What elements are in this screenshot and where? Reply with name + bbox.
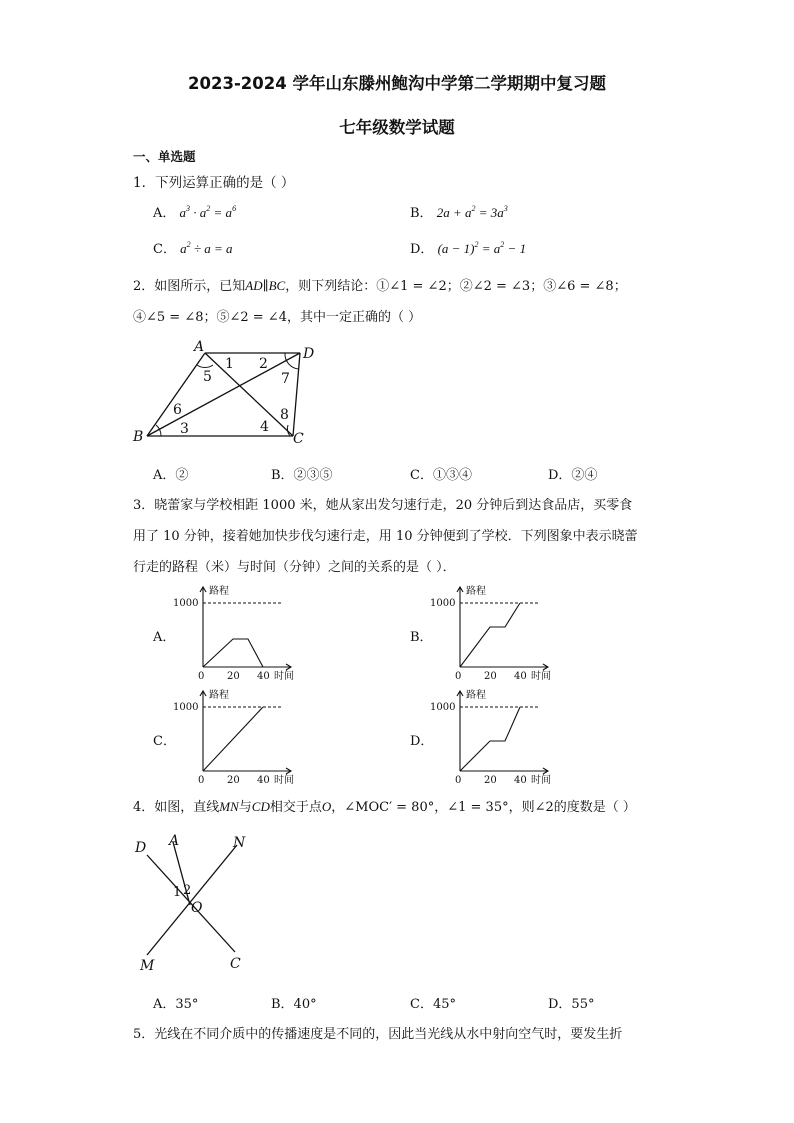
q2-label-A: A [194,339,205,355]
q2-angle-7: 7 [281,371,290,387]
q2-angle-8: 8 [280,407,289,423]
q5-stem-line1: 5．光线在不同介质中的传播速度是不同的，因此当光线从水中射向空气时，要发生折 [133,1027,623,1042]
q2-angle-4: 4 [260,419,269,435]
q1-stem: 1．下列运算正确的是（ ） [133,175,295,191]
q3-graph-a [170,580,310,685]
q3c-ytick: 1000 [173,702,199,713]
q2-option-c: C．①③④ [410,468,472,483]
q4-stem [133,796,636,815]
q3b-x40: 40 [514,671,527,682]
q4-stem-text-b: 与 [238,800,252,815]
q3-stem-line2: 用了 10 分钟，接着她加快步伐匀速行走，用 10 分钟便到了学校．下列图象中表示晓蕾 [133,529,638,544]
section-heading: 一、单选题 [133,149,196,164]
q1-option-c [153,238,233,257]
q2-angle-2: 2 [259,356,268,372]
q3d-xlabel: 时间 [531,775,551,786]
q2-option-d: D．②④ [548,468,598,483]
q2-option-a: A．② [153,468,189,483]
q4-label-C: C [230,956,241,972]
q2-angle-3: 3 [180,421,189,437]
q4-angle-1: 1 [173,885,182,900]
q2-figure-parallelogram [125,335,325,447]
q4-option-c: C．45° [410,997,456,1012]
q2-option-b: B．②③⑤ [271,468,333,483]
q1-option-c-label: C． [153,242,176,257]
q3-graph-b [427,580,567,685]
q4-stem-text-a: 4．如图，直线 [133,800,220,815]
q4-label-N: N [233,835,246,851]
q2-stem-text-b: ，则下列结论：①∠1 = ∠2；②∠2 = ∠3；③∠6 = ∠8； [285,279,627,294]
q4-stem-text-c: 相交于点 [269,800,322,815]
q2-stem-math: AD∥BC [245,278,286,293]
q3-stem-line1: 3．晓蕾家与学校相距 1000 米，她从家出发匀速行走，20 分钟后到达食品店，买零食 [133,498,633,513]
q1-option-b-expr: $2a + a^2 = 3a^3$ [436,204,508,220]
q2-stem-line1 [133,275,627,294]
q3c-ylabel: 路程 [209,690,229,701]
q2-stem-text-a: 2．如图所示，已知 [133,279,246,294]
q3d-x20: 20 [484,775,497,786]
q3-option-d-label: D． [410,734,434,749]
q3-stem-line3: 行走的路程（米）与时间（分钟）之间的关系的是（ ）． [133,560,456,575]
q1-option-b [410,202,508,221]
q2-angle-1: 1 [225,356,234,372]
q2-angle-6: 6 [173,402,182,418]
q1-option-d-expr: $(a - 1)^2 = a^2 - 1$ [437,240,527,256]
q3b-x20: 20 [484,671,497,682]
q3-graph-c [170,684,310,789]
q3a-x20: 20 [227,671,240,682]
q1-option-a [153,202,236,221]
q3-option-c-label: C． [153,734,176,749]
q3a-x0: 0 [198,671,205,682]
q3c-x40: 40 [257,775,270,786]
q2-label-C: C [293,431,304,447]
q4-option-a: A．35° [153,997,199,1012]
q4-option-b: B．40° [271,997,317,1012]
q3-graph-d [427,684,567,789]
q3c-x20: 20 [227,775,240,786]
q3d-ytick: 1000 [430,702,456,713]
q4-angle-2: 2 [183,883,192,898]
q1-option-d [410,238,526,257]
q4-label-A: A [169,833,180,849]
q3-option-a-label: A． [153,630,176,645]
q2-stem-line2: ④∠5 = ∠8；⑤∠2 = ∠4，其中一定正确的（ ） [133,310,422,325]
q3a-xlabel: 时间 [274,671,294,682]
q3b-xlabel: 时间 [531,671,551,682]
q4-option-d: D．55° [548,997,595,1012]
q3a-x40: 40 [257,671,270,682]
q2-label-B: B [133,429,144,445]
q4-stem-text-d: ，∠MOC′ = 80°，∠1 = 35°，则∠2的度数是（ ） [331,800,636,815]
q3d-x40: 40 [514,775,527,786]
q3d-ylabel: 路程 [466,690,486,701]
q4-label-O: O [191,900,203,916]
q3c-xlabel: 时间 [274,775,294,786]
q3d-x0: 0 [455,775,462,786]
q3c-x0: 0 [198,775,205,786]
q1-option-c-expr: $a^2 \div a = a$ [180,240,233,256]
q4-label-M: M [140,958,155,974]
page-subtitle: 七年级数学试题 [339,118,455,137]
q3b-x0: 0 [455,671,462,682]
q1-option-a-expr: $a^3 \cdot a^2 = a^6$ [179,204,237,220]
q4-stem-o: O [321,799,332,814]
q4-figure-intersecting-lines [125,828,265,976]
q3b-ylabel: 路程 [466,586,486,597]
q1-option-a-label: A． [153,206,176,221]
q4-stem-cd: CD [251,799,270,814]
q1-option-b-label: B． [410,206,433,221]
q4-stem-mn: MN [219,799,239,814]
q3b-ytick: 1000 [430,598,456,609]
page-title: 2023-2024 学年山东滕州鲍沟中学第二学期期中复习题 [188,74,606,93]
q1-option-d-label: D． [410,242,434,257]
q3a-ytick: 1000 [173,598,199,609]
q3a-ylabel: 路程 [209,586,229,597]
q3-option-b-label: B． [410,630,433,645]
q2-angle-5: 5 [203,369,212,385]
q4-label-D: D [135,840,147,856]
q2-label-D: D [303,346,315,362]
